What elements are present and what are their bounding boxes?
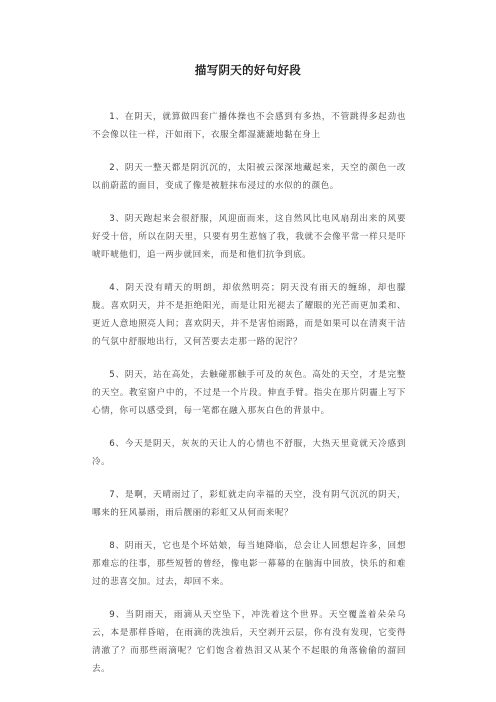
paragraph-5: 5、阴天，站在高处，去触碰那触手可及的灰色。高处的天空，才是完整的天空。教室窗户中的，不过是一个片段。伸直手臂。指尖在那片阴霾上写下心情，你可以感受到，每一笔都在融入那灰白色的背景中。 [92,370,406,416]
paragraph-1: 1、在阴天，就算做四套广播体操也不会感到有多热，不管跳得多起劲也不会像以往一样，汗如雨下，衣服全都湿漉漉地黏在身上 [92,112,406,140]
paragraph-8: 8、阴雨天，它也是个坏姑娘，每当她降临，总会让人回想起许多，回想那难忘的往事，那些短暂的曾经，像电影一幕幕的在脑海中回放，快乐的和难过的悲喜交加。过去，却回不来。 [92,541,406,587]
document-body [92,108,406,693]
paragraph-4: 4、阴天没有晴天的明朗，却依然明亮；阴天没有雨天的缠绵，却也朦胧。喜欢阴天，并不是拒绝阳光，而是让阳光褪去了耀眼的光芒而更加柔和、更近人意地照亮人间；喜欢阴天，并不是害怕雨路，而是如果可以在清爽干洁的气氛中舒服地出行，又何苦要去走那一路的泥泞？ [92,283,406,347]
paragraph-2: 2、阴天一整天都是阴沉沉的，太阳被云深深地藏起来，天空的颜色一改以前蔚蓝的面目，变成了像是被脏抹布浸过的水似的的颜色。 [92,163,406,191]
paragraph-6: 6、今天是阴天，灰灰的天让人的心情也不舒服，大热天里竟就天冷感到冷。 [92,439,406,467]
paragraph-3: 3、阴天跑起来会很舒服，风迎面而来，这自然风比电风扇刮出来的风要好受十倍，所以在阴天里，只要有男生惹恼了我，我就不会像平常一样只是吓唬吓唬他们，追一两步就回来，而是和他们抗争到底。 [92,214,406,260]
paragraph-9: 9、当阴雨天，雨滴从天空坠下，冲洗着这个世界。天空覆盖着朵朵乌云，本是那样昏暗，在雨滴的洗浊后，天空剥开云层，你有没有发现，它变得清澈了？而那些雨滴呢？它们饱含着热泪又从某个不起眼的角落偷偷的溜回去。 [92,610,406,674]
document-title: 描写阴天的好句好段 [194,63,302,77]
paragraph-7: 7、是啊，天晴雨过了，彩虹就走向幸福的天空，没有阴气沉沉的阴天，哪来的狂风暴雨，雨后靓丽的彩虹又从何而来呢？ [92,490,406,518]
